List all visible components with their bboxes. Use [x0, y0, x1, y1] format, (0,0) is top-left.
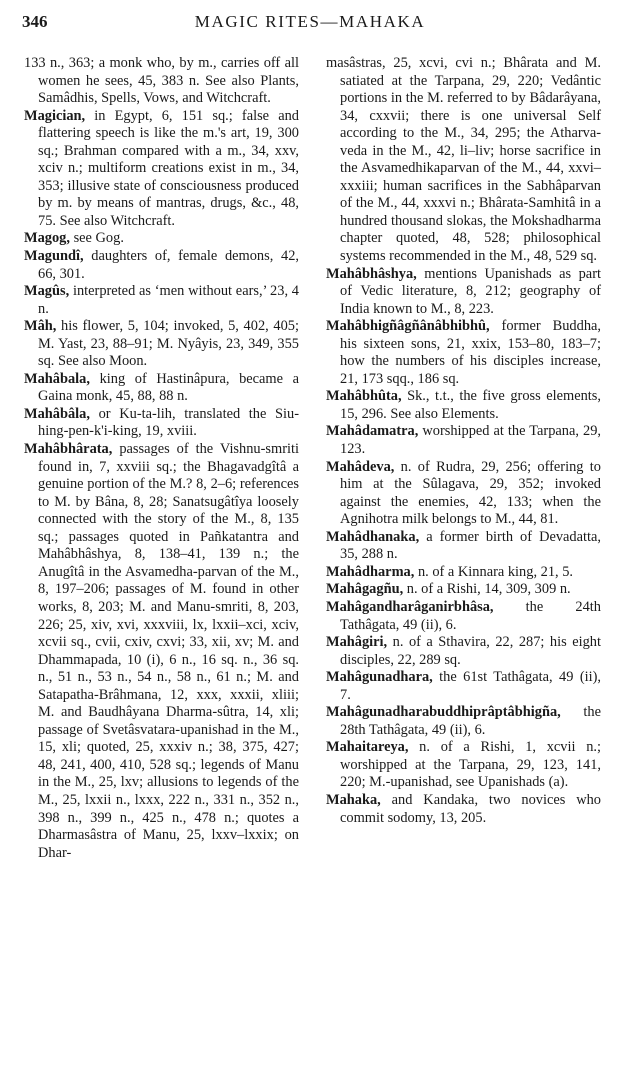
entry-headword: Mahâbhigñâgñânâbhibhû,	[326, 318, 490, 335]
index-entry	[326, 564, 601, 582]
index-entry	[326, 739, 601, 792]
entry-headword: Mahâgandharâganirbhâsa,	[326, 598, 494, 615]
entry-headword: Mahaitareya,	[326, 739, 409, 756]
entry-headword: Mahâgiri,	[326, 634, 388, 651]
entry-headword: Mahâdeva,	[326, 458, 395, 475]
entry-headword: Mahâdamatra,	[326, 423, 419, 440]
entry-text: and Kandaka, two novices who commit sodomy, 13, 205.	[340, 791, 601, 826]
entry-text: n. of a Kinnara king, 21, 5.	[414, 563, 574, 580]
index-entry	[24, 108, 299, 231]
index-entry	[24, 441, 299, 862]
entry-text: or Ku-ta-lih, translated the Siu-hing-pen-k'i-king, 19, xviii.	[38, 405, 299, 440]
entry-headword: Mahâbâla,	[24, 405, 90, 422]
entry-headword: Mahâbhâshya,	[326, 265, 417, 282]
index-entry	[326, 459, 601, 529]
entry-headword: Mahaka,	[326, 791, 381, 808]
index-entry	[24, 248, 299, 283]
index-entry	[326, 55, 601, 266]
entry-text: n. of a Sthavira, 22, 287; his eight disciples, 22, 289 sq.	[340, 634, 601, 668]
entry-text: n. of Rudra, 29, 256; offering to him at the Sûlagava, 29, 352; invoked against the enemies, 42, 133; when the Agnihotra milk belongs to M., 44, 81.	[340, 458, 601, 528]
index-entry	[24, 371, 299, 406]
index-entry	[326, 581, 601, 599]
index-entry	[326, 634, 601, 669]
index-entry	[24, 55, 299, 108]
page-number: 346	[22, 12, 48, 31]
entry-text: masâstras, 25, xcvi, cvi n.; Bhârata and M. satiated at the Tarpana, 29, 220; Vedântic portions in the M. referred to by Bâdarâyana, 34, cxxvii; there is one universal Self according to the M., 34, 295; the Atharva-veda in the M., 42, li–liv; horse sacrifice in the Asvamedhikaparvan of the M., 44, xxvi–xxxiii; human sacrifices in the Sabhâparvan of the M., 44, xxxvi n.; Bhârata-Samhitâ in a hundred thousand slokas, the Mokshadharma chapter quoted, 48, 528; philosophical systems recommended in the M., 48, 529 sq.	[326, 55, 601, 265]
entry-text: the 61st Tathâgata, 49 (ii), 7.	[340, 669, 601, 703]
entry-headword: Mahâdharma,	[326, 563, 415, 580]
entry-text: a former birth of Devadatta, 35, 288 n.	[340, 528, 601, 563]
entry-text: the 28th Tathâgata, 49 (ii), 6.	[340, 704, 601, 738]
entry-text: worshipped at the Tarpana, 29, 123.	[340, 423, 601, 458]
entry-headword: Magûs,	[24, 283, 70, 300]
right-column	[326, 55, 601, 827]
entry-text: passages of the Vishnu-smriti found in, 7, xxviii sq.; the Bhagavadgîtâ a genuine portion of the M.? 8, 2–6; references to M. by Bâna, 8, 28; Sanatsugâtîya loosely connected with the story of the M., 8, 135 sq.; passages quoted in Pañkatantra and Mahâbhâshya, 8, 138–41, 139 n.; the Anugîtâ in the Asvamedha-parvan of the M., 8, 197–206; passages of M. found in other works, 8, 203; M. and Manu-smriti, 8, 203, 226; 25, xiv, xvi, xxxviii, lx, lxxii–xci, xciv, xcvii sq., cvii, cxiv, cxvi; 33, xii, xv; M. and Dhammapada, 10 (i), 6 n., 16 sq. n., 36 sq. n., 51 n., 53 n., 54 n., 58 n., 61 n.; M. and Satapatha-Brâhmana, 12, xxx, xxxii, xliii; M. and Baudhâyana Dharma-sûtra, 14, xli; passage of Svetâsvatara-upanishad in the M., 15, xli; quoted, 25, xxxiv n.; 38, 375, 427; 48, 241, 400, 410, 528 sq.; legends of Manu in the M., 25, lxv; allusions to legends of the M., 25, lxxii n., lxxx, 222 n., 331 n., 352 n., 398 n., 399 n., 425 n., 478 n.; quotes a Dharmasâstra of Manu, 25, lxxv–lxxix; on Dhar-	[38, 441, 299, 861]
index-entry	[326, 529, 601, 564]
index-entry	[326, 669, 601, 704]
index-entry	[24, 318, 299, 371]
entry-text: in Egypt, 6, 151 sq.; false and flattering speech is like the m.'s art, 19, 300 sq.; Brahman compared with a m., 34, xxv, xciv n.; multiform creations exist in m., 34, 353; illusive state of consciousness produced by m. by means of mantras, drugs, &c., 48, 75. See also Witchcraft.	[38, 107, 299, 229]
entry-headword: Mahâgagñu,	[326, 581, 404, 598]
entry-text: former Buddha, his sixteen sons, 21, xxix, 153–80, 183–7; how the numbers of his disciples increase, 21, 173 sqq., 186 sq.	[340, 318, 601, 387]
entry-headword: Mahâbala,	[24, 370, 90, 387]
index-entry	[326, 792, 601, 827]
entry-text: Sk., t.t., the five gross elements, 15, 296. See also Elements.	[340, 388, 601, 422]
entry-text: n. of a Rishi, 1, xcvii n.; worshipped at the Tarpana, 29, 123, 141, 220; M.-upanishad, see Upanishads (a).	[340, 739, 601, 791]
entry-text: his flower, 5, 104; invoked, 5, 402, 405; M. Yast, 23, 88–91; M. Nyâyis, 23, 349, 355 sq. See also Moon.	[38, 318, 299, 370]
entry-headword: Magog,	[24, 230, 70, 247]
entry-headword: Mahâgunadhara,	[326, 669, 433, 686]
entry-text: mentions Upanishads as part of Vedic literature, 8, 212; geography of India known to M., 8, 223.	[340, 265, 601, 317]
entry-headword: Mahâgunadharabuddhiprâptâbhigña,	[326, 704, 561, 721]
entry-headword: Mâh,	[24, 318, 57, 335]
index-entry	[24, 230, 299, 248]
entry-headword: Magician,	[24, 107, 86, 124]
entry-headword: Mahâdhanaka,	[326, 528, 420, 545]
entry-text: 133 n., 363; a monk who, by m., carries off all women he sees, 45, 383 n. See also Plants, Samâdhis, Spells, Vows, and Witchcraft.	[24, 55, 299, 107]
entry-text: n. of a Rishi, 14, 309, 309 n.	[403, 581, 571, 598]
entry-headword: Mahâbhârata,	[24, 441, 113, 458]
entry-text: see Gog.	[69, 230, 124, 247]
left-column	[24, 55, 299, 862]
entry-text: daughters of, female demons, 42, 66, 301.	[38, 248, 299, 282]
index-entry	[326, 388, 601, 423]
index-entry	[326, 599, 601, 634]
index-entry	[326, 704, 601, 739]
index-entry	[326, 318, 601, 388]
index-entry	[326, 423, 601, 458]
index-entry	[24, 406, 299, 441]
entry-text: king of Hastinâpura, became a Gaina monk, 45, 88, 88 n.	[38, 370, 299, 405]
running-title: MAGIC RITES—MAHAKA	[194, 12, 426, 31]
index-entry	[326, 266, 601, 319]
entry-headword: Magundî,	[24, 248, 84, 265]
index-entry	[24, 283, 299, 318]
entry-text: the 24th Tathâgata, 49 (ii), 6.	[340, 598, 601, 633]
entry-headword: Mahâbhûta,	[326, 388, 402, 405]
page-header	[22, 12, 598, 38]
entry-text: interpreted as ‘men without ears,’ 23, 4 n.	[38, 283, 299, 317]
